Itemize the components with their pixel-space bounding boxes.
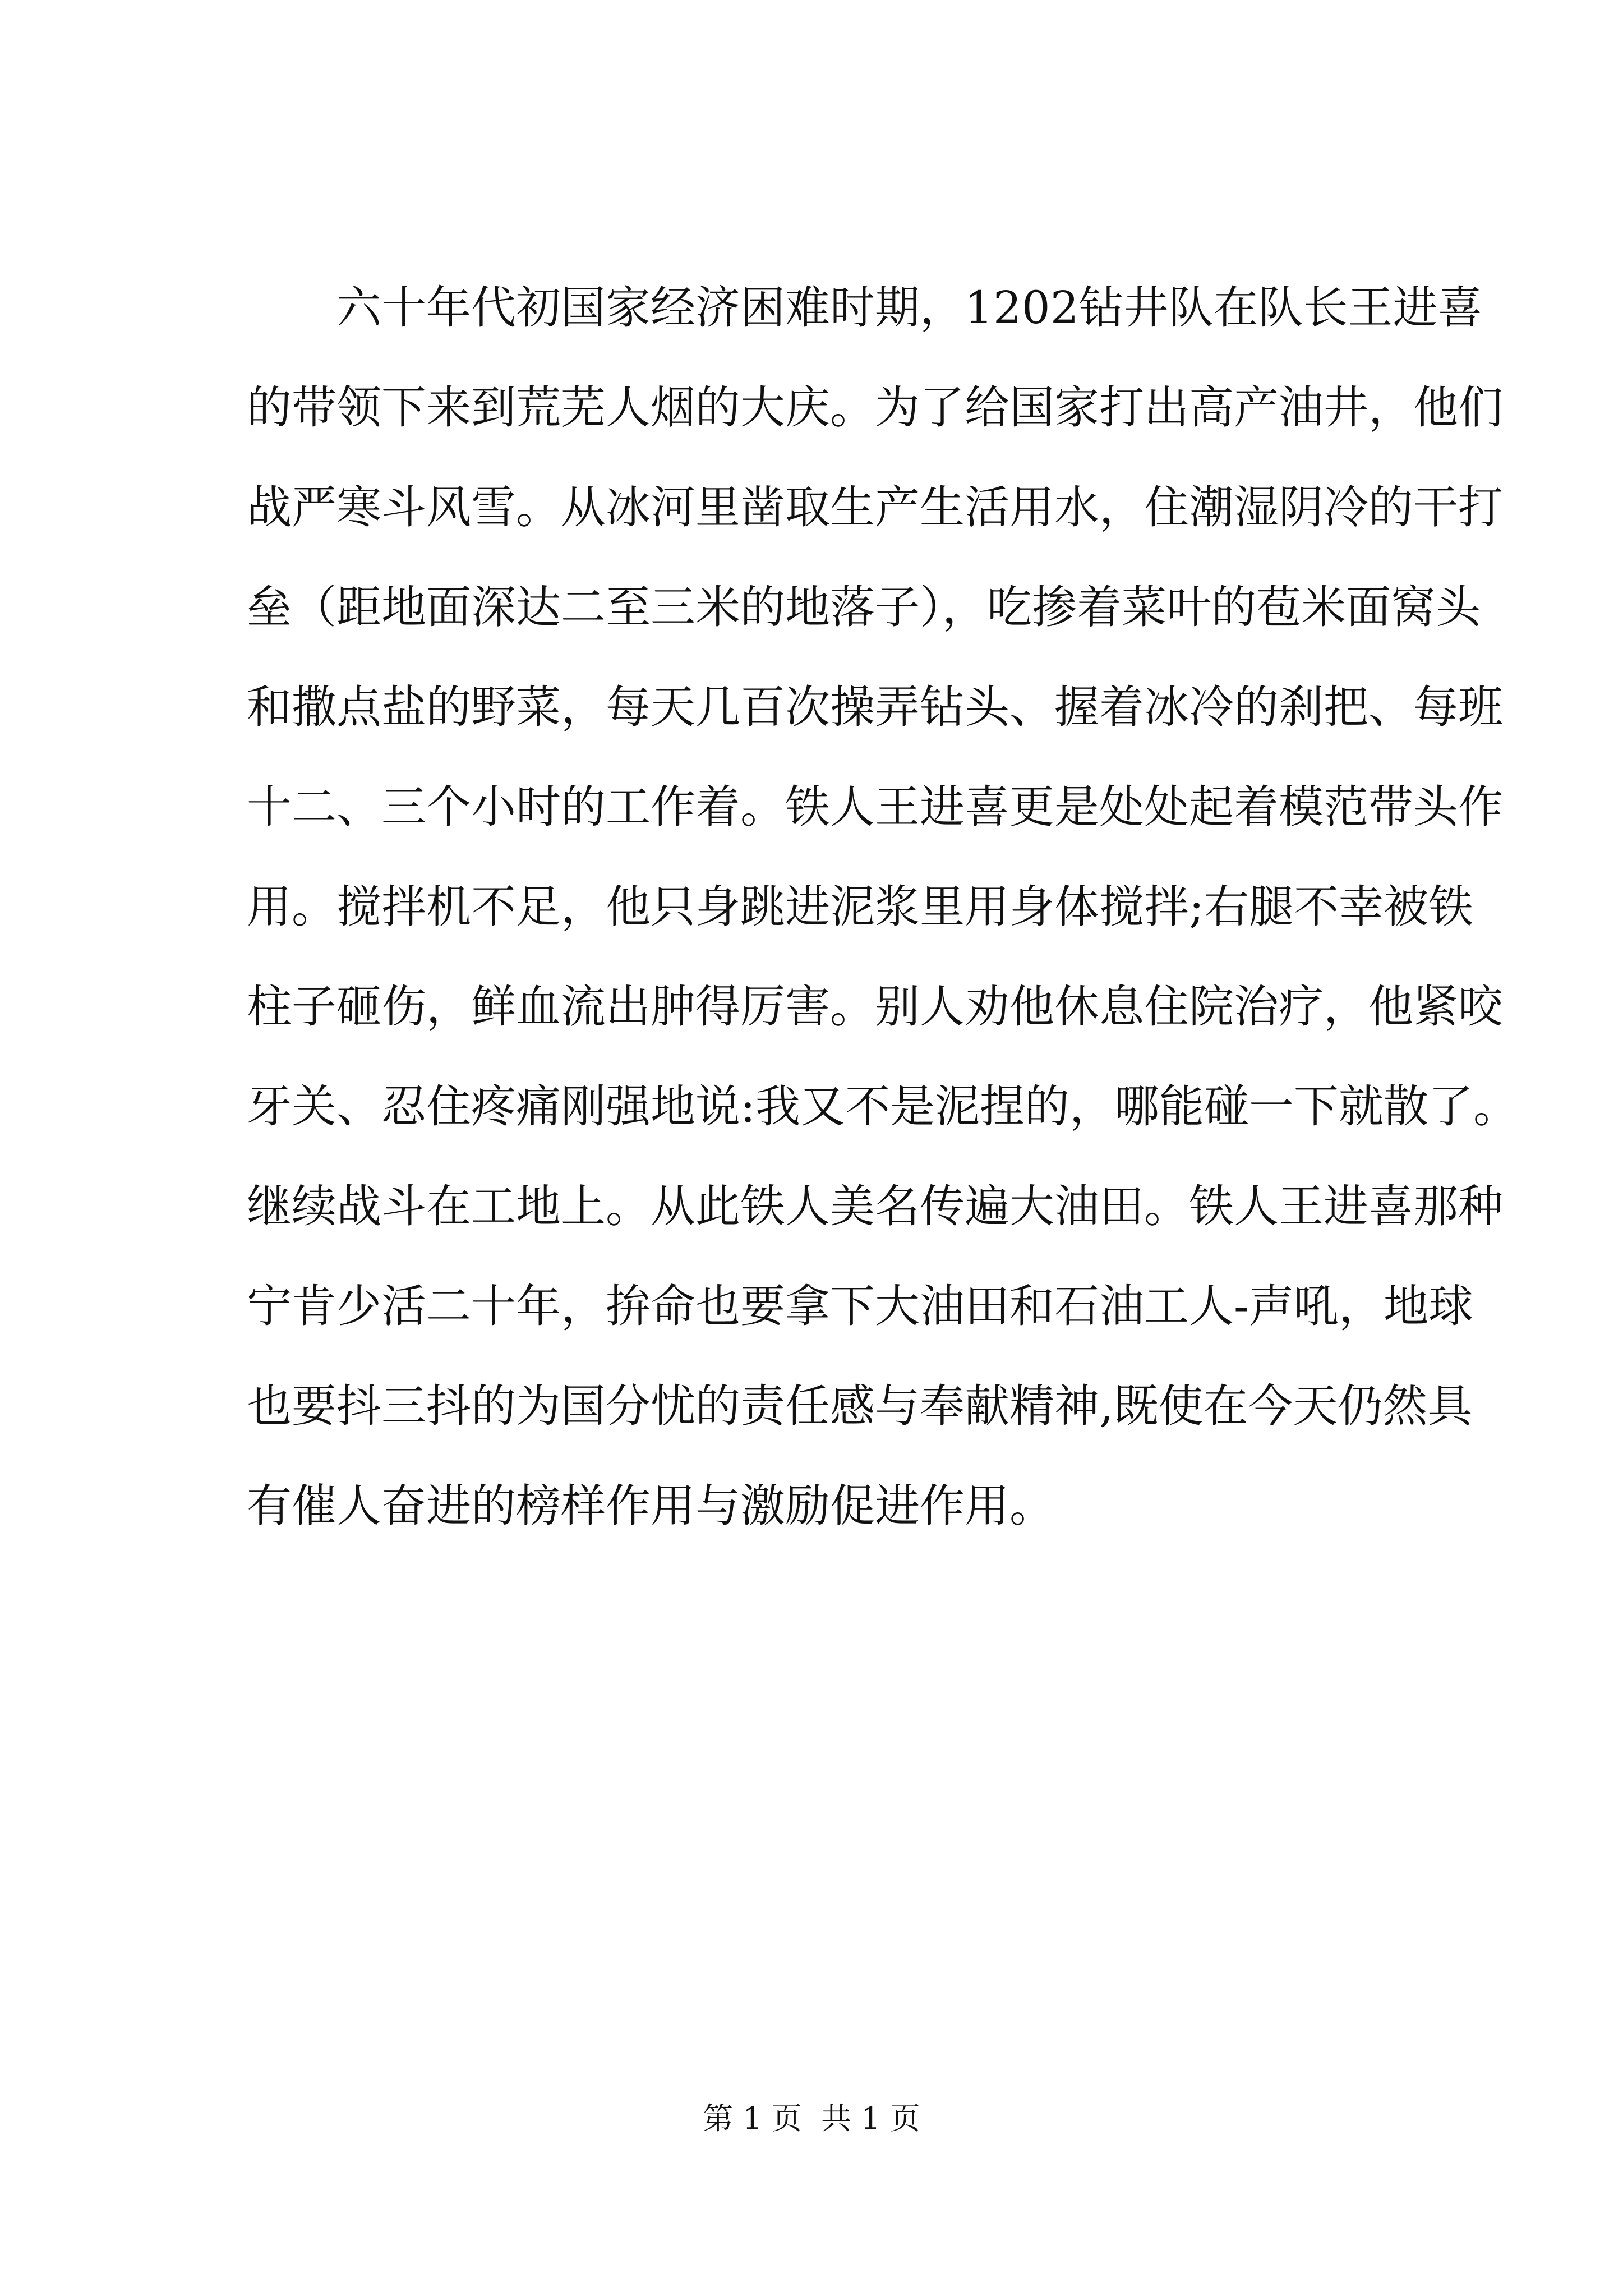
paragraph-line: 有催人奋进的榜样作用与激励促进作用。 xyxy=(247,1480,1054,1532)
paragraph-line: 六十年代初国家经济困难时期，1202钻井队在队长王进喜 xyxy=(336,282,1483,334)
paragraph-line: 也要抖三抖的为国分忧的责任感与奉献精神,既使在今天仍然具 xyxy=(247,1380,1473,1432)
paragraph-line: 继续战斗在工地上。从此铁人美名传遍大油田。铁人王进喜那种 xyxy=(247,1180,1503,1232)
page-footer: 第 1 页 共 1 页 xyxy=(703,2101,920,2136)
paragraph-line: 宁肯少活二十年，拚命也要拿下大油田和石油工人-声吼，地球 xyxy=(247,1280,1474,1332)
paragraph-line: 牙关、忍住疼痛刚强地说:我又不是泥捏的，哪能碰一下就散了。 xyxy=(247,1080,1518,1133)
body-paragraph xyxy=(247,258,1518,1556)
paragraph-line: 柱子砸伤，鲜血流出肿得厉害。别人劝他休息住院治疗，他紧咬 xyxy=(247,981,1503,1033)
paragraph-line: 垒（距地面深达二至三米的地落子），吃掺着菜叶的苞米面窝头 xyxy=(247,581,1481,633)
paragraph-line: 和撒点盐的野菜，每天几百次操弄钻头、握着冰冷的刹把、每班 xyxy=(247,681,1503,733)
paragraph-line: 的带领下来到荒芜人烟的大庆。为了给国家打出高产油井，他们 xyxy=(247,381,1503,434)
paragraph-line: 十二、三个小时的工作着。铁人王进喜更是处处起着模范带头作 xyxy=(247,781,1503,833)
paragraph-line: 战严寒斗风雪。从冰河里凿取生产生活用水，住潮湿阴冷的干打 xyxy=(247,481,1503,533)
paragraph-line: 用。搅拌机不足，他只身跳进泥浆里用身体搅拌;右腿不幸被铁 xyxy=(247,881,1473,933)
